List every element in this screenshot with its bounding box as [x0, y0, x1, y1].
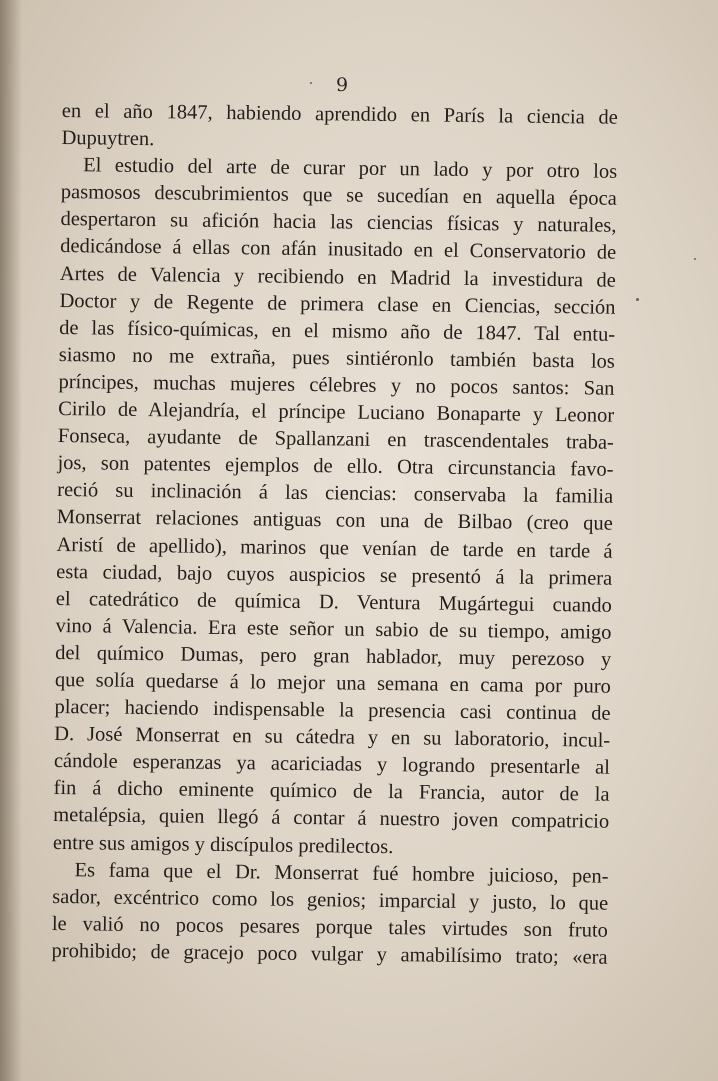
text-line: Monserrat relaciones antiguas con una de Bilbao (creo que [56, 506, 613, 536]
paper-speck [694, 258, 696, 260]
text-line: le valió no pocos pesares porque tales virtudes son fruto [51, 912, 609, 942]
text-line: reció su inclinación á las ciencias: conservaba la familia [57, 479, 614, 509]
text-line: El estudio del arte de curar por un lado y por otro los [83, 154, 618, 183]
text-line: Dupuytren. [61, 127, 155, 151]
text-line: Cirilo de Alejandría, el príncipe Luciano Bonaparte y Leonor [58, 398, 615, 427]
text-line: entre sus amigos y discípulos predilectos. [52, 831, 394, 858]
text-line: Doctor y de Regente de primera clase en Ciencias, sección [59, 289, 616, 319]
text-line: metalépsia, quien llegó á contar á nuestro joven compatricio [53, 804, 610, 834]
text-line: el catedrático de química D. Ventura Mugártegui cuando [55, 587, 612, 617]
text-line: Fonseca, ayudante de Spallanzani en trascendentales traba- [57, 425, 614, 454]
paper-speck [310, 82, 312, 84]
text-line: cándole esperanzas ya acariciadas y logrando presentarle al [53, 750, 610, 779]
text-line: de las físico-químicas, en el mismo año de 1847. Tal entu- [59, 316, 616, 346]
text-line: siasmo no me extraña, pues sintiéronlo también basta los [58, 343, 615, 373]
text-line: D. José Monserrat en su cátedra y en su laboratorio, incul- [54, 723, 611, 752]
text-line: placer; haciendo indispensable la presencia casi continua de [54, 696, 611, 725]
text-line: Artes de Valencia y recibiendo en Madrid la investidura de [59, 262, 616, 292]
text-line: Aristí de apellido), marinos que venían de tarde en tarde á [56, 533, 613, 563]
text-line: prohibido; de gracejo poco vulgar y amabilísimo trato; «era [51, 939, 608, 969]
text-line: jos, son patentes ejemplos de ello. Otra circunstancia favo- [57, 452, 614, 481]
text-line: pasmosos descubrimientos que se sucedían en aquella época [60, 181, 617, 211]
text-line: despertaron su afición hacia las ciencias físicas y naturales, [60, 208, 617, 238]
text-line: del químico Dumas, pero gran hablador, muy perezoso y [55, 641, 612, 671]
text-line: fin á dicho eminente químico de la Francia, autor de la [53, 777, 610, 807]
text-line: vino á Valencia. Era este señor un sabio de su tiempo, amigo [55, 614, 612, 644]
paper-speck [636, 298, 639, 301]
text-line: dedicándose á ellas con afán inusitado en el Conservatorio de [60, 235, 617, 265]
text-line: Es fama que el Dr. Monserrat fué hombre juicioso, pen- [74, 858, 609, 888]
text-line: esta ciudad, bajo cuyos auspicios se presentó á la primera [56, 560, 613, 590]
text-line: en el año 1847, habiendo aprendido en París la ciencia de [61, 99, 618, 129]
text-line: sador, excéntrico como los genios; imparcial y justo, lo que [52, 885, 609, 915]
page-number: 9 [336, 74, 349, 96]
text-line: que solía quedarse á lo mejor una semana en cama por puro [54, 668, 611, 698]
page-gutter-shadow [0, 0, 22, 1081]
body-text [51, 98, 618, 972]
text-line: príncipes, muchas mujeres célebres y no pocos santos: San [58, 370, 615, 400]
